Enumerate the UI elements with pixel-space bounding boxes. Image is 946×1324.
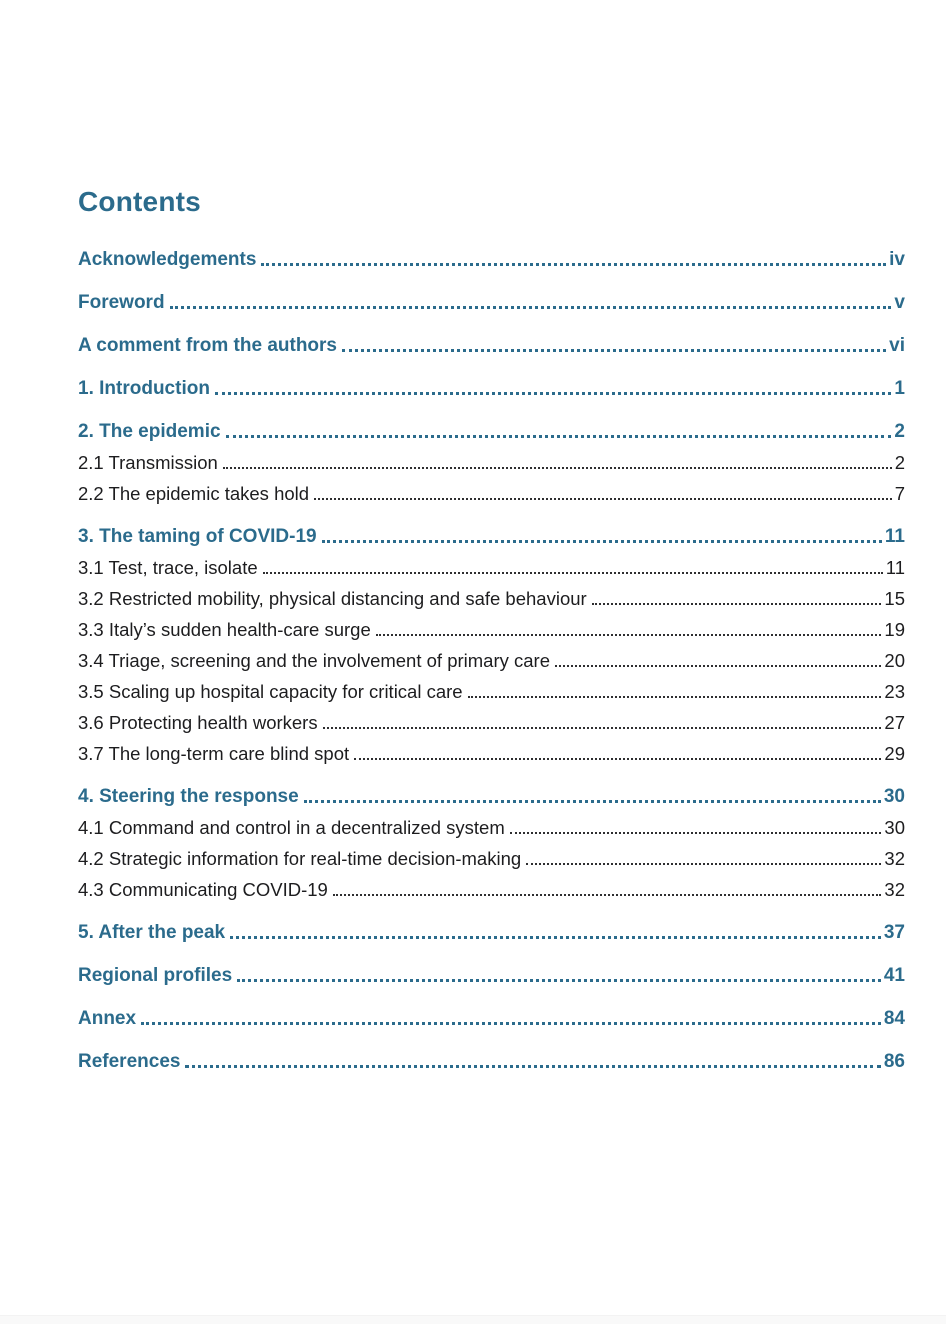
- toc-entry-page-number: 2: [894, 452, 905, 473]
- toc-entry-page-number: 30: [884, 817, 905, 838]
- toc-entry[interactable]: [78, 681, 905, 702]
- toc-entry[interactable]: [78, 1008, 905, 1029]
- toc-entry[interactable]: [78, 817, 905, 838]
- toc-entry-label: Acknowledgements: [78, 249, 257, 270]
- toc-entry-label: 5. After the peak: [78, 922, 226, 943]
- toc-entry-page-number: 11: [884, 526, 905, 547]
- leader-dots: [170, 306, 892, 309]
- leader-dots: [322, 540, 882, 543]
- toc-entry-page-number: 19: [884, 619, 905, 640]
- toc-entry-label: 3.5 Scaling up hospital capacity for critical care: [78, 681, 463, 702]
- toc-entry-page-number: 27: [884, 712, 905, 733]
- toc-entry-page-number: 20: [884, 650, 905, 671]
- toc-entry-page-number: 1: [894, 378, 905, 399]
- leader-dots: [215, 392, 891, 395]
- leader-dots: [592, 603, 882, 605]
- leader-dots: [333, 894, 882, 896]
- toc-entry-label: References: [78, 1051, 181, 1072]
- toc-entry-label: 3.1 Test, trace, isolate: [78, 557, 258, 578]
- leader-dots: [261, 263, 886, 266]
- leader-dots: [342, 349, 886, 352]
- toc-entry-label: A comment from the authors: [78, 335, 337, 356]
- toc-entry-page-number: 29: [884, 743, 905, 764]
- leader-dots: [354, 758, 881, 760]
- toc-entry-label: 3.2 Restricted mobility, physical distancing and safe behaviour: [78, 588, 587, 609]
- toc-entry-label: 3.3 Italy’s sudden health-care surge: [78, 619, 371, 640]
- leader-dots: [304, 800, 881, 803]
- toc-entry-label: 2. The epidemic: [78, 421, 221, 442]
- toc-entry-label: 4.3 Communicating COVID-19: [78, 879, 328, 900]
- toc-entry-page-number: 32: [884, 879, 905, 900]
- toc-entry-label: 3. The taming of COVID-19: [78, 526, 317, 547]
- page-title: Contents: [78, 186, 201, 217]
- toc-entry[interactable]: [78, 292, 905, 313]
- toc-entry-page-number: 32: [884, 848, 905, 869]
- toc-entry-label: 2.1 Transmission: [78, 452, 218, 473]
- leader-dots: [263, 572, 883, 574]
- leader-dots: [226, 435, 892, 438]
- toc-entry-page-number: 11: [885, 557, 905, 578]
- leader-dots: [555, 665, 881, 667]
- toc-entry-page-number: 7: [894, 483, 905, 504]
- toc-entry-page-number: 15: [884, 588, 905, 609]
- toc-entry-page-number: 41: [883, 965, 905, 986]
- leader-dots: [230, 936, 881, 939]
- leader-dots: [141, 1022, 881, 1025]
- toc-entry[interactable]: [78, 452, 905, 473]
- leader-dots: [526, 863, 881, 865]
- toc-entry[interactable]: [78, 619, 905, 640]
- toc-entry-label: Regional profiles: [78, 965, 233, 986]
- leader-dots: [185, 1065, 880, 1068]
- toc-entry[interactable]: [78, 743, 905, 764]
- toc-entry-label: 2.2 The epidemic takes hold: [78, 483, 310, 504]
- toc-entry-page-number: 23: [884, 681, 905, 702]
- leader-dots: [510, 832, 882, 834]
- leader-dots: [323, 727, 882, 729]
- leader-dots: [314, 498, 892, 500]
- toc-entry-label: 3.4 Triage, screening and the involvement of primary care: [78, 650, 550, 671]
- toc-entry-label: 3.7 The long-term care blind spot: [78, 743, 350, 764]
- leader-dots: [468, 696, 882, 698]
- leader-dots: [237, 979, 881, 982]
- toc-entry-page-number: 84: [883, 1008, 905, 1029]
- toc-entry-page-number: 2: [894, 421, 905, 442]
- toc-entry[interactable]: [78, 526, 905, 547]
- toc-entry[interactable]: [78, 879, 905, 900]
- toc-entry-page-number: 86: [883, 1051, 905, 1072]
- toc-entry[interactable]: [78, 249, 905, 270]
- toc-entry-label: 4.2 Strategic information for real-time decision-making: [78, 848, 522, 869]
- toc-entry[interactable]: [78, 712, 905, 733]
- table-of-contents: [78, 249, 905, 1072]
- toc-entry[interactable]: [78, 378, 905, 399]
- leader-dots: [376, 634, 882, 636]
- toc-entry[interactable]: [78, 965, 905, 986]
- toc-entry[interactable]: [78, 588, 905, 609]
- toc-entry[interactable]: [78, 786, 905, 807]
- toc-entry[interactable]: [78, 922, 905, 943]
- toc-entry-label: Foreword: [78, 292, 165, 313]
- page-bottom-edge: [0, 1315, 946, 1324]
- toc-entry-page-number: v: [894, 292, 905, 313]
- toc-entry[interactable]: [78, 650, 905, 671]
- toc-entry-page-number: 30: [883, 786, 905, 807]
- toc-entry[interactable]: [78, 848, 905, 869]
- toc-entry[interactable]: [78, 483, 905, 504]
- toc-entry[interactable]: [78, 557, 905, 578]
- toc-entry-label: 4. Steering the response: [78, 786, 299, 807]
- toc-entry-page-number: 37: [883, 922, 905, 943]
- toc-entry-label: 1. Introduction: [78, 378, 210, 399]
- toc-entry[interactable]: [78, 1051, 905, 1072]
- toc-entry[interactable]: [78, 335, 905, 356]
- toc-entry[interactable]: [78, 421, 905, 442]
- toc-entry-label: 4.1 Command and control in a decentralized system: [78, 817, 505, 838]
- toc-entry-page-number: iv: [889, 249, 905, 270]
- leader-dots: [223, 467, 892, 469]
- toc-entry-label: Annex: [78, 1008, 137, 1029]
- toc-entry-page-number: vi: [889, 335, 905, 356]
- toc-entry-label: 3.6 Protecting health workers: [78, 712, 318, 733]
